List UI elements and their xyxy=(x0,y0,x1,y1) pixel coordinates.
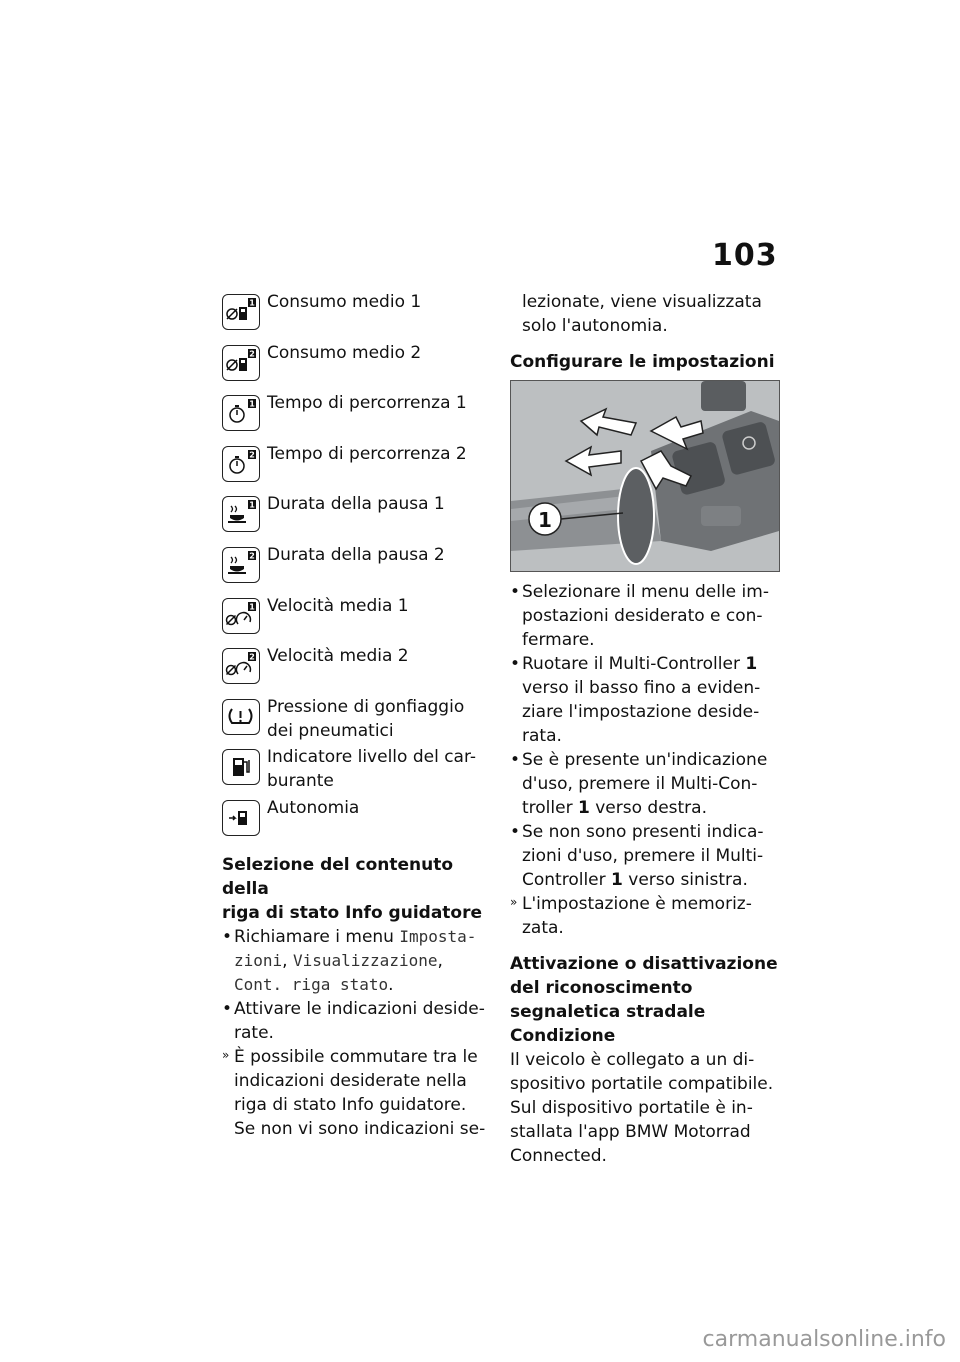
menu-path-2: Visualizzazione xyxy=(292,950,438,970)
icon-list-item xyxy=(222,695,492,746)
icon-list-label: Durata della pausa 2 xyxy=(267,544,445,565)
settings-step-1: • Selezionare il menu delle im-postazioni desiderato e con-fermare. xyxy=(510,580,780,652)
icon-list-item xyxy=(222,745,492,796)
section-heading-cont: riga di stato Info guidatore xyxy=(222,902,483,923)
icon-list-label: Tempo di percorrenza 1 xyxy=(267,393,467,414)
result-continuation: lezionate, viene visualizzata solo l'autonomia. xyxy=(522,292,762,336)
icon-list-label: Durata della pausa 1 xyxy=(267,494,445,515)
tyre-pressure-icon xyxy=(222,699,260,735)
svg-text:1: 1 xyxy=(249,399,255,409)
icon-list-item xyxy=(222,442,492,493)
range-icon xyxy=(222,800,260,836)
menu-path-1: Imposta-zioni xyxy=(234,926,477,970)
section-status-line xyxy=(222,853,492,1141)
icon-list-item xyxy=(222,492,492,543)
sign-heading-2: del riconoscimento xyxy=(510,978,693,998)
icon-list-item xyxy=(222,594,492,645)
icon-list xyxy=(222,290,492,847)
settings-step-2: • Ruotare il Multi-Controller 1 verso il basso fino a eviden-ziare l'impostazione deside-rata. xyxy=(510,652,780,748)
avg-consumption-1-icon xyxy=(222,294,260,330)
svg-text:2: 2 xyxy=(249,551,255,561)
trip-time-1-icon xyxy=(222,395,260,431)
avg-speed-2-icon xyxy=(222,648,260,684)
settings-result: » L'impostazione è memoriz-zata. xyxy=(510,892,780,940)
icon-list-item xyxy=(222,644,492,695)
step-open-menu: • Richiamare i menu Imposta-zioni, Visualizzazione, Cont. riga stato. xyxy=(222,925,492,997)
watermark: carmanualsonline.info xyxy=(702,1327,946,1352)
icon-list-item xyxy=(222,290,492,341)
icon-list-label: Pressione di gonfiaggio dei pneumatici xyxy=(267,696,465,741)
section-heading: Selezione del contenuto della xyxy=(222,854,454,899)
icon-list-item xyxy=(222,341,492,392)
svg-text:1: 1 xyxy=(249,500,255,510)
icon-list-label: Indicatore livello del car-burante xyxy=(267,747,477,792)
settings-step-4: • Se non sono presenti indica-zioni d'uso, premere il Multi-Controller 1 verso sinistra. xyxy=(510,820,780,892)
sign-heading: Attivazione o disattivazione xyxy=(510,954,778,974)
svg-text:2: 2 xyxy=(249,349,255,359)
trip-time-2-icon xyxy=(222,446,260,482)
right-column xyxy=(510,290,780,1168)
pause-duration-1-icon xyxy=(222,496,260,532)
condition-text: Il veicolo è collegato a un di-spositivo portatile compatibile. Sul dispositivo portatile è in-stallata l'app BMW Motorrad Connected. xyxy=(510,1050,774,1166)
icon-list-label: Autonomia xyxy=(267,797,360,818)
icon-list-item xyxy=(222,391,492,442)
icon-list-label: Velocità media 1 xyxy=(267,595,409,616)
pause-duration-2-icon xyxy=(222,547,260,583)
svg-text:2: 2 xyxy=(249,652,255,662)
svg-text:2: 2 xyxy=(249,450,255,460)
result-text: » È possibile commutare tra le indicazioni desiderate nella riga di stato Info guidatore. Se non vi sono indicazioni se- xyxy=(222,1045,492,1141)
avg-speed-1-icon xyxy=(222,598,260,634)
icon-list-label: Consumo medio 1 xyxy=(267,292,422,312)
icon-list-label: Consumo medio 2 xyxy=(267,342,422,363)
page-number: 103 xyxy=(712,238,778,273)
menu-path-3: Cont. riga stato xyxy=(234,974,389,994)
icon-list-item xyxy=(222,543,492,594)
settings-step-3: • Se è presente un'indicazione d'uso, premere il Multi-Con-troller 1 verso destra. xyxy=(510,748,780,820)
condition-heading: Condizione xyxy=(510,1026,616,1046)
section-sign-recognition xyxy=(510,952,780,1168)
icon-list-label: Velocità media 2 xyxy=(267,646,409,667)
icon-list-label: Tempo di percorrenza 2 xyxy=(267,443,467,464)
svg-text:1: 1 xyxy=(249,298,255,308)
step-activate: • Attivare le indicazioni deside-rate. xyxy=(222,997,492,1045)
result-arrow-icon: » xyxy=(222,1047,230,1062)
fuel-level-icon xyxy=(222,749,260,785)
result-arrow-icon: » xyxy=(510,895,518,909)
left-column xyxy=(222,290,492,1141)
multi-controller-illustration xyxy=(510,380,780,572)
avg-consumption-2-icon xyxy=(222,345,260,381)
settings-heading: Configurare le impostazioni xyxy=(510,352,775,372)
sign-heading-3: segnaletica stradale xyxy=(510,1002,706,1022)
callout-number: 1 xyxy=(538,508,552,532)
svg-text:1: 1 xyxy=(249,602,255,612)
icon-list-item xyxy=(222,796,492,847)
